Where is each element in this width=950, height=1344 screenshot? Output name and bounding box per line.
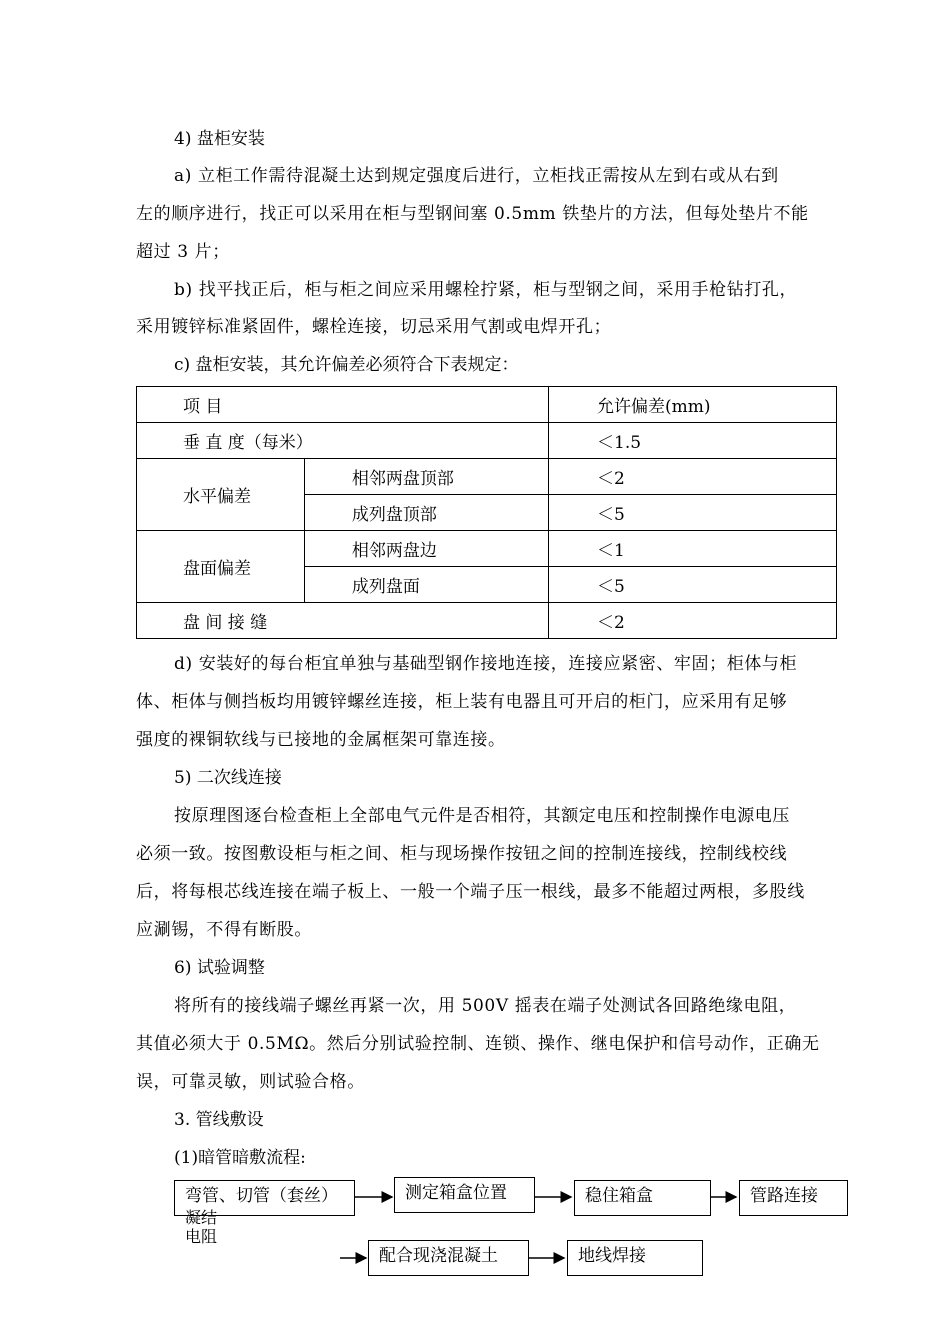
surface-sub-1: 相邻两盘边 <box>304 531 548 567</box>
horizontal-value-1: ＜2 <box>549 459 837 495</box>
para-5-line-1: 按原理图逐台检查柜上全部电气元件是否相符，其额定电压和控制操作电源电压 <box>174 806 790 826</box>
flow-box-fix-box: 稳住箱盒 <box>574 1180 711 1216</box>
para-6-line-2: 其值必须大于 0.5MΩ。然后分别试验控制、连锁、操作、继电保护和信号动作，正确无 <box>136 1034 820 1054</box>
para-d-line-3: 强度的裸铜软线与已接地的金属框架可靠连接。 <box>136 730 506 750</box>
header-tolerance-cell: 允许偏差(mm) <box>549 387 837 423</box>
para-b-line-2: 采用镀锌标准紧固件，螺栓连接，切忌采用气割或电焊开孔； <box>136 317 612 337</box>
verticality-label: 垂 直 度（每米） <box>137 423 549 459</box>
gap-value: ＜2 <box>549 603 837 639</box>
flow-box-ground-welding: 地线焊接 <box>567 1240 703 1276</box>
heading-panel-installation: 4) 盘柜安装 <box>174 129 265 149</box>
flow-box-1-overflow-1: 凝结 <box>185 1208 218 1227</box>
para-5-line-3: 后，将每根芯线连接在端子板上、一般一个端子压一根线，最多不能超过两根，多股线 <box>136 882 805 902</box>
para-5-line-4: 应涮锡，不得有断股。 <box>136 920 312 940</box>
para-6-line-1: 将所有的接线端子螺丝再紧一次，用 500V 摇表在端子处测试各回路绝缘电阻， <box>174 996 797 1016</box>
para-b-line-1: b) 找平找正后，柜与柜之间应采用螺栓拧紧，柜与型钢之间，采用手枪钻打孔， <box>174 280 798 300</box>
para-d-line-2: 体、柜体与侧挡板均用镀锌螺丝连接，柜上装有电器且可开启的柜门，应采用有足够 <box>136 692 788 712</box>
horizontal-sub-2: 成列盘顶部 <box>304 495 548 531</box>
surface-value-1: ＜1 <box>549 531 837 567</box>
surface-label: 盘面偏差 <box>137 531 305 603</box>
header-item-cell: 项 目 <box>137 387 549 423</box>
para-c: c) 盘柜安装，其允许偏差必须符合下表规定： <box>174 355 519 375</box>
heading-test-adjust: 6) 试验调整 <box>174 958 265 978</box>
horizontal-label: 水平偏差 <box>137 459 305 531</box>
para-a-line-2: 左的顺序进行，找正可以采用在柜与型钢间塞 0.5mm 铁垫片的方法，但每处垫片不能 <box>136 204 809 224</box>
flow-box-bend-cut: 弯管、切管（套丝） <box>174 1180 355 1216</box>
horizontal-value-2: ＜5 <box>549 495 837 531</box>
para-a-line-3: 超过 3 片； <box>136 242 230 262</box>
horizontal-sub-1: 相邻两盘顶部 <box>304 459 548 495</box>
flow-box-pipe-connect: 管路连接 <box>739 1180 848 1216</box>
surface-value-2: ＜5 <box>549 567 837 603</box>
para-5-line-2: 必须一致。按图敷设柜与柜之间、柜与现场操作按钮之间的控制连接线，控制线校线 <box>136 844 788 864</box>
flow-box-concrete-pour: 配合现浇混凝土 <box>368 1240 529 1276</box>
para-a-line-1: a) 立柜工作需待混凝土达到规定强度后进行，立柜找正需按从左到右或从右到 <box>174 166 779 186</box>
heading-conduit-laying: 3. 管线敷设 <box>174 1110 264 1130</box>
flow-box-1-overflow-2: 电阻 <box>185 1227 218 1246</box>
gap-label: 盘 间 接 缝 <box>137 603 549 639</box>
flow-title: (1)暗管暗敷流程: <box>174 1148 306 1168</box>
para-6-line-3: 误，可靠灵敏，则试验合格。 <box>136 1072 365 1092</box>
heading-secondary-wiring: 5) 二次线连接 <box>174 768 282 788</box>
surface-sub-2: 成列盘面 <box>304 567 548 603</box>
para-d-line-1: d) 安装好的每台柜宜单独与基础型钢作接地连接，连接应紧密、牢固；柜体与柜 <box>174 654 798 674</box>
verticality-value: ＜1.5 <box>549 423 837 459</box>
flow-box-measure-position: 测定箱盒位置 <box>394 1177 535 1213</box>
